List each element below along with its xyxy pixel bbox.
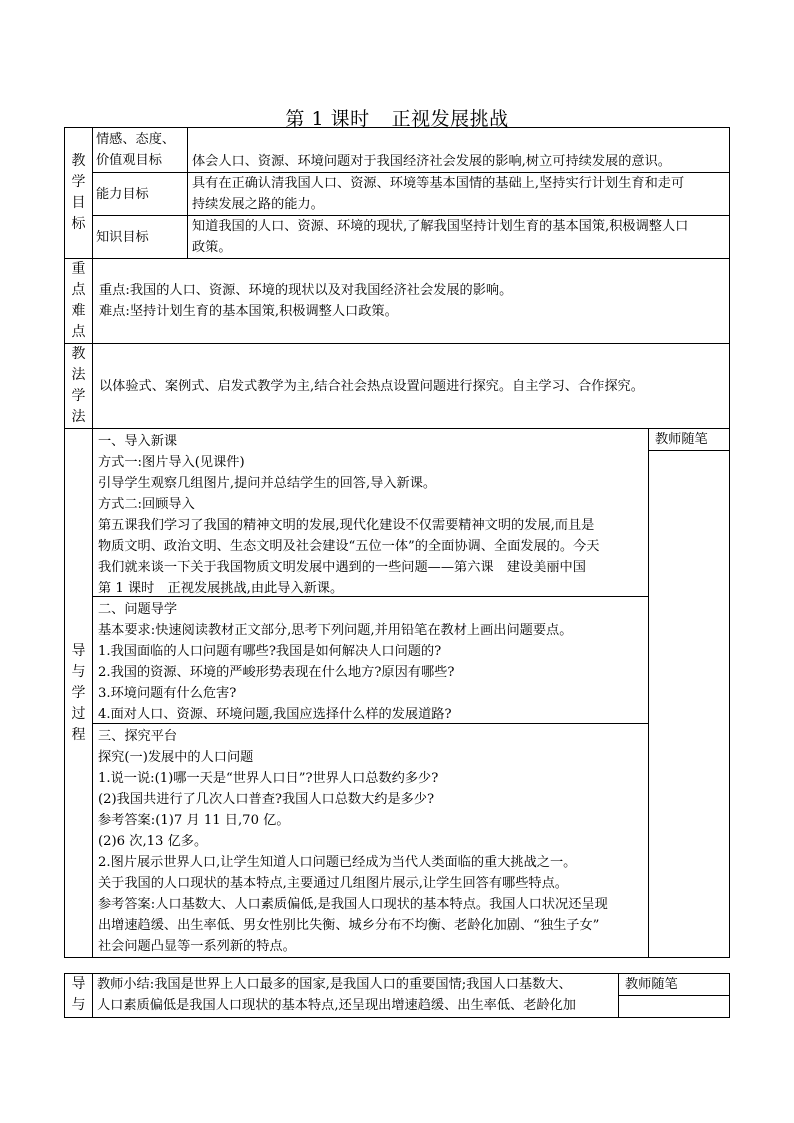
process-text-line: 引导学生观察几组图片,提问并总结学生的回答,导入新课。 [98,476,437,491]
goal-label-line: 价值观目标 [96,153,162,168]
process-block-explore [93,724,648,957]
section-label-char: 目 [71,195,86,211]
goal-label-line: 知识目标 [96,229,149,245]
goal-label-ability [93,173,188,216]
methods-text: 以体验式、案例式、启发式教学为主,结合社会热点设置问题进行探究。自主学习、合作探究。 [93,344,730,429]
goal-text-knowledge [188,216,730,259]
section-label-char: 点 [71,282,86,298]
process-text-line: (2)6 次,13 亿多。 [98,834,208,849]
process-text-line: 社会问题凸显等一系列新的特点。 [98,939,296,954]
process-block-questions [93,597,648,724]
section-label-char: 法 [71,367,86,383]
keypoints-section-label [65,259,93,344]
section-label-char: 教 [71,346,86,362]
process-text-line: 探究(一)发展中的人口问题 [98,750,254,765]
section-label-char: 点 [71,324,86,340]
process-text-line: 方式二:回顾导入 [98,497,195,512]
process-text-line: 二、问题导学 [98,602,178,617]
process-content [93,429,649,958]
process-text-line: 2.图片展示世界人口,让学生知道人口问题已经成为当代人类面临的重大挑战之一。 [98,855,577,870]
section-label-char: 教 [71,153,86,169]
lesson-plan-table-continued [64,973,730,1018]
section-label-char: 与 [71,997,86,1013]
section-label-char: 学 [71,174,86,190]
process-text-line: 1.说一说:(1)哪一天是“世界人口日”?世界人口总数约多少? [98,771,439,786]
goal-label-line: 情感、态度、 [96,132,176,147]
page-title: 第 1 课时 正视发展挑战 [285,108,509,130]
goal-text-line: 持续发展之路的能力。 [192,197,324,212]
methods-section-label [65,344,93,429]
process-text-line: 第五课我们学习了我国的精神文明的发展,现代化建设不仅需要精神文明的发展,而且是 [98,518,595,533]
section-label-char: 导 [71,642,86,659]
process-text-line: 4.面对人口、资源、环境问题,我国应选择什么样的发展道路? [98,707,452,722]
goal-text-line: 体会人口、资源、环境问题对于我国经济社会发展的影响,树立可持续发展的意识。 [192,154,671,169]
process-text-line: 一、导入新课 [98,434,178,449]
lesson-plan-table [64,127,730,958]
section-label-char: 程 [71,726,86,743]
goal-label-knowledge [93,216,188,259]
teacher-notes-column-continued [619,974,730,1018]
goal-text-emotion [188,128,730,173]
process-text-line: (2)我国共进行了几次人口普查?我国人口总数大约是多少? [98,792,435,807]
process-text-line: 物质文明、政治文明、生态文明及社会建设“五位一体”的全面协调、全面发展的。今天 [98,539,600,554]
section-label-char: 过 [71,705,86,722]
teacher-notes-label: 教师随笔 [649,429,729,451]
goal-text-line: 知道我国的人口、资源、环境的现状,了解我国坚持计划生育的基本国策,积极调整人口 [192,219,689,234]
goal-label-line: 能力目标 [96,186,149,202]
process-section-label [65,429,93,958]
process-block-intro [93,429,648,597]
process-text-line: 基本要求:快速阅读教材正文部分,思考下列问题,并用铅笔在教材上画出问题要点。 [98,623,573,638]
section-label-char: 学 [71,388,86,404]
process-text-line: 参考答案:(1)7 月 11 日,70 亿。 [98,813,290,828]
section-label-char: 重 [71,261,86,277]
section-label-char: 标 [71,216,86,232]
section-label-char: 法 [71,409,86,425]
process-text-line: 参考答案:人口基数大、人口素质偏低,是我国人口现状的基本特点。我国人口状况还呈现 [98,897,608,912]
process-text-line: 1.我国面临的人口问题有哪些?我国是如何解决人口问题的? [98,644,442,659]
process-text-line: 三、探究平台 [98,729,178,744]
section-label-char: 难 [71,303,86,319]
goal-text-ability [188,173,730,216]
continuation-section-label [65,974,93,1018]
keypoints-text: 重点:我国的人口、资源、环境的现状以及对我国经济社会发展的影响。 难点:坚持计划生育的基本国策,积极调整人口政策。 [93,259,730,344]
process-text-line: 3.环境问题有什么危害? [98,686,237,701]
section-label-char: 学 [71,684,86,701]
teacher-summary-text: 教师小结:我国是世界上人口最多的国家,是我国人口的重要国情;我国人口基数大、 人口素质偏低是我国人口现状的基本特点,还呈现出增速趋缓、出生率低、老龄化加 [93,974,619,1018]
process-text-line: 我们就来谈一下关于我国物质文明发展中遇到的一些问题——第六课 建设美丽中国 [98,560,586,575]
goal-label-emotion [93,128,188,173]
goals-section-label [65,128,93,259]
teacher-notes-label-continued: 教师随笔 [619,974,729,996]
section-label-char: 与 [71,663,86,680]
teacher-notes-column [649,429,730,958]
process-text-line: 出增速趋缓、出生率低、男女性别比失衡、城乡分布不均衡、老龄化加剧、“独生子女” [98,918,600,933]
process-text-line: 第 1 课时 正视发展挑战,由此导入新课。 [98,581,344,596]
goal-text-line: 具有在正确认清我国人口、资源、环境等基本国情的基础上,坚持实行计划生育和走可 [192,176,685,191]
section-label-char: 导 [71,976,86,992]
process-text-line: 关于我国的人口现状的基本特点,主要通过几组图片展示,让学生回答有哪些特点。 [98,876,568,891]
goal-text-line: 政策。 [192,240,232,255]
process-text-line: 方式一:图片导入(见课件) [98,455,245,470]
process-text-line: 2.我国的资源、环境的严峻形势表现在什么地方?原因有哪些? [98,665,455,680]
